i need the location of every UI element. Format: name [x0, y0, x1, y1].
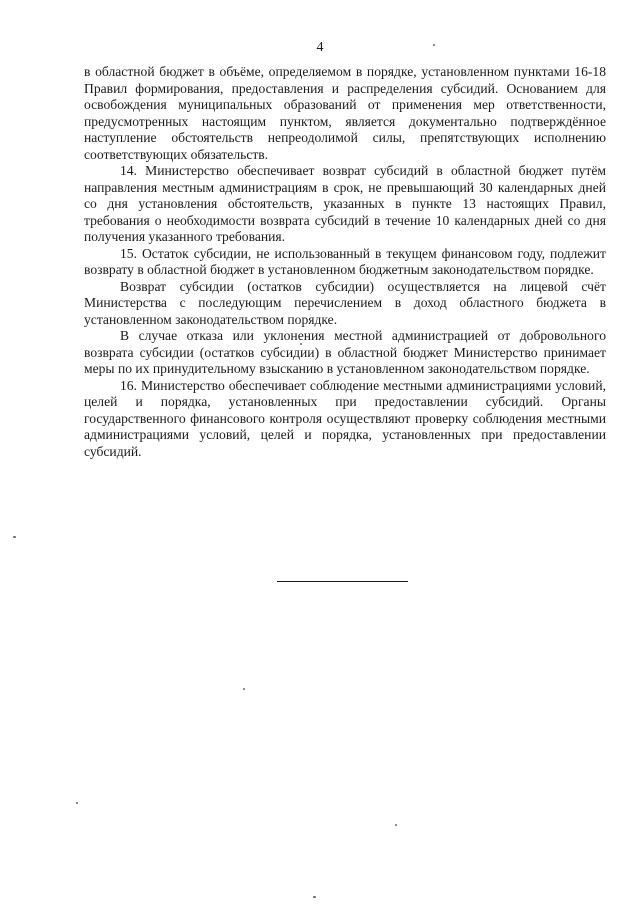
- scan-speck: [13, 536, 16, 538]
- scan-speck: [300, 343, 302, 345]
- end-of-text-separator-line: [277, 581, 408, 582]
- paragraph-item-16: 16. Министерство обеспечивает соблюдение местными администрациями условий, целей и порядка, установленных при предоставлении субсидий. Органы государственного финансового контроля осуществляют проверку соблюдения местными администрациями условий, целей и порядка, установленных при предоставлении субсидий.: [84, 377, 606, 459]
- paragraph-continuation: в областной бюджет в объёме, определяемом в порядке, установленном пунктами 16-18 Правил формирования, предоставления и распределения субсидий. Основанием для освобождения муниципальных образований от применения мер ответственности, предусмотренных настоящим пунктом, является документально подтверждённое наступление обстоятельств непреодолимой силы, препятствующих исполнению соответствующих обязательств.: [84, 64, 606, 162]
- document-body: [84, 64, 606, 460]
- scan-speck: [395, 824, 397, 826]
- paragraph-item-14: 14. Министерство обеспечивает возврат субсидий в областной бюджет путём направления местным администрациям в срок, не превышающий 30 календарных дней со дня установления обстоятельств, указанных в пункте 13 настоящих Правил, требования о необходимости возврата субсидий в течение 10 календарных дней со дня получения указанного требования.: [84, 163, 606, 244]
- scan-speck: [76, 802, 78, 804]
- scan-speck: [433, 44, 435, 46]
- scan-speck: [313, 896, 316, 898]
- scan-speck: [243, 688, 245, 690]
- page-number: 4: [316, 40, 324, 55]
- paragraph-refund-procedure: Возврат субсидии (остатков субсидии) осуществляется на лицевой счёт Министерства с последующим перечислением в доход областного бюджета в установленном законодательством порядке.: [84, 278, 606, 327]
- paragraph-forced-recovery: В случае отказа или уклонения местной администрацией от добровольного возврата субсидии (остатков субсидии) в областной бюджет Министерство принимает меры по их принудительному взысканию в установленном законодательством порядке.: [84, 328, 606, 376]
- paragraph-item-15: 15. Остаток субсидии, не использованный в текущем финансовом году, подлежит возврату в областной бюджет в установленном бюджетным законодательством порядке.: [84, 245, 606, 277]
